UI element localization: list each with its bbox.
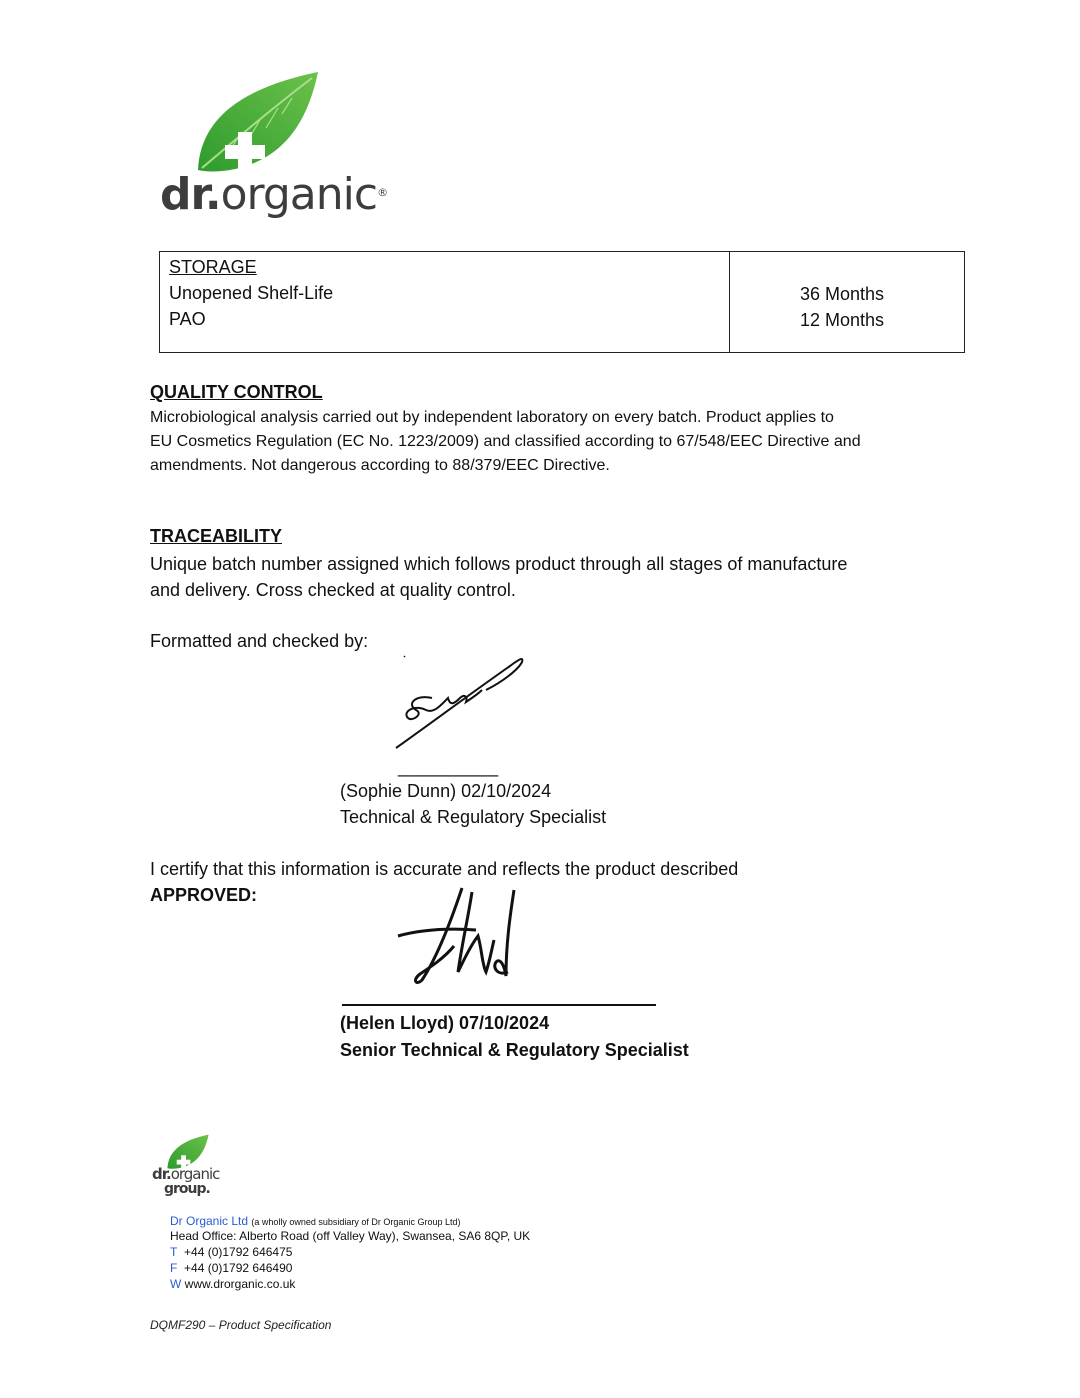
fax-prefix: F <box>170 1261 178 1275</box>
helen-signature-icon <box>392 884 527 989</box>
sophie-signature-line: __________ <box>398 757 499 777</box>
leaf-cross-icon <box>190 70 320 175</box>
brand-organic-text: organic <box>220 169 378 220</box>
quality-control-heading: QUALITY CONTROL <box>150 382 323 402</box>
web-prefix: W <box>170 1277 182 1291</box>
tel-number: +44 (0)1792 646475 <box>184 1245 293 1259</box>
storage-table <box>159 251 965 353</box>
fax-line <box>170 1260 292 1276</box>
sophie-signature-icon <box>390 652 535 757</box>
group-dr-text: dr. <box>152 1165 171 1183</box>
sophie-title: Technical & Regulatory Specialist <box>340 807 607 827</box>
group-word: group. <box>164 1181 210 1197</box>
group-logo <box>150 1130 230 1200</box>
address-line: Head Office: Alberto Road (off Valley Way), Swansea, SA6 8QP, UK <box>170 1229 531 1243</box>
fax-number: +44 (0)1792 646490 <box>184 1261 293 1275</box>
traceability-text <box>150 551 847 603</box>
qc-line: EU Cosmetics Regulation (EC No. 1223/2009) and classified according to 67/548/EEC Directive and <box>150 433 861 450</box>
web-line <box>170 1276 295 1292</box>
certify-text: I certify that this information is accurate and reflects the product described <box>150 859 739 879</box>
trace-line: Unique batch number assigned which follows product through all stages of manufacture <box>150 554 848 574</box>
formatted-label: Formatted and checked by: <box>150 631 369 651</box>
approved-label: APPROVED: <box>150 885 258 905</box>
quality-control-text <box>150 406 950 478</box>
helen-title: Senior Technical & Regulatory Specialist <box>340 1040 689 1060</box>
brand-logo <box>160 70 388 225</box>
table-divider <box>729 252 730 352</box>
storage-heading: STORAGE <box>169 257 257 277</box>
helen-name-date: (Helen Lloyd) 07/10/2024 <box>340 1013 550 1033</box>
shelf-life-value: 36 Months <box>800 284 885 304</box>
helen-signature-line <box>342 1004 656 1006</box>
subsidiary-note: (a wholly owned subsidiary of Dr Organic Group Ltd) <box>251 1217 461 1227</box>
tel-prefix: T <box>170 1245 178 1259</box>
web-address: www.drorganic.co.uk <box>184 1277 296 1291</box>
registered-mark: ® <box>377 186 388 199</box>
document-reference: DQMF290 – Product Specification <box>150 1318 332 1332</box>
qc-line: amendments. Not dangerous according to 88/379/EEC Directive. <box>150 457 610 474</box>
group-organic-text: organic <box>170 1165 220 1183</box>
trace-line: and delivery. Cross checked at quality control. <box>150 580 516 600</box>
sophie-name-date: (Sophie Dunn) 02/10/2024 <box>340 781 552 801</box>
pao-value: 12 Months <box>800 310 885 330</box>
shelf-life-label: Unopened Shelf-Life <box>169 283 334 303</box>
traceability-heading: TRACEABILITY <box>150 526 282 546</box>
tel-line <box>170 1244 292 1260</box>
pao-label: PAO <box>169 309 206 329</box>
qc-line: Microbiological analysis carried out by independent laboratory on every batch. Product applies to <box>150 409 834 426</box>
brand-dr-text: dr. <box>160 169 221 220</box>
company-name: Dr Organic Ltd <box>170 1214 249 1228</box>
